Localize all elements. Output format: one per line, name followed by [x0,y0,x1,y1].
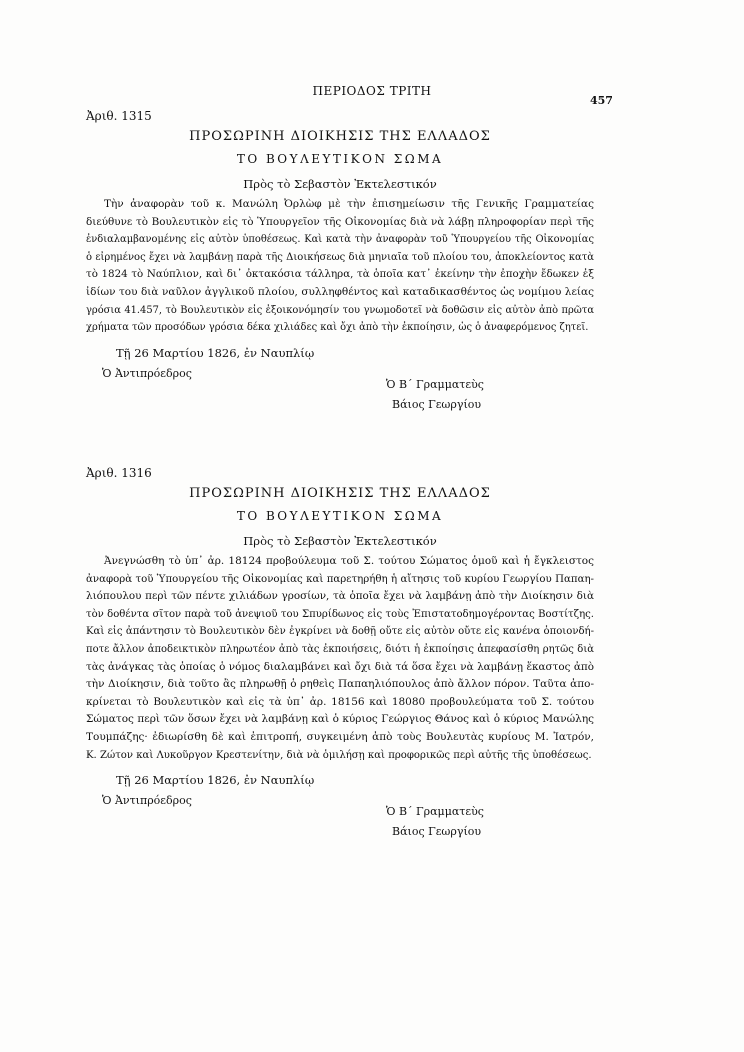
document-date: Τῇ 26 Μαρτίου 1826, ἐν Ναυπλίῳ [116,345,315,360]
body-line: ἰδίων του διὰ ναῦλον ἀγγλικοῦ πλοίου, συλληφθέντος καὶ καταδικασθέντος ὡς νομίμου λείας [86,285,594,298]
signer-secretary [386,375,484,415]
document-number: Ἀριθ. 1316 [86,466,152,480]
body-line: Τουμπάζης· ἐδιωρίσθη δὲ καὶ ἐπιτροπή, συγκειμένη ἀπὸ τοὺς Βουλευτὰς κυρίους Μ. Ἰατρόν, [86,730,594,743]
signatures [86,367,594,413]
document-subtitle: ΤΟ ΒΟΥΛΕΥΤΙΚΟΝ ΣΩΜΑ [236,152,444,166]
document-body [86,553,594,764]
signer-secretary-name: Βάιος Γεωργίου [392,397,482,411]
document-addressee: Πρὸς τὸ Σεβαστὸν Ἐκτελεστικόν [243,534,437,548]
document-addressee: Πρὸς τὸ Σεβαστὸν Ἐκτελεστικόν [243,177,437,191]
signer-secretary-title: Ὁ Β΄ Γραμματεὺς [386,377,484,391]
body-line: χρήματα τῶν προσόδων γρόσια δέκα χιλιάδες καὶ ὄχι ἀπὸ τὴν ἐκποίησιν, ὡς ὁ ἀναφερόμενος ζητεῖ. [86,322,589,334]
body-line: ἀναφορὰ τοῦ Ὑπουργείου τῆς Οἰκονομίας καὶ παρετηρήθη ἡ αἴτησις τοῦ κυρίου Γεωργίου Παπαη- [86,573,594,585]
signer-secretary-name: Βάιος Γεωργίου [392,825,482,839]
document-1316 [86,465,594,840]
signer-vice-president: Ὁ Ἀντιπρόεδρος [102,794,192,808]
body-line: τὰς ἀνάγκας τὰς ὁποίας ὁ νόμος διαλαμβάνει καὶ ὄχι διὰ τά ὅσα ἔχει νὰ λαμβάνῃ ἕκαστος ἀπὸ [86,660,594,673]
page-number: 457 [590,94,613,107]
body-line: Κ. Ζώτον καὶ Λυκοῦργον Κρεστενίτην, διὰ νὰ ὁμιλήσῃ καὶ προφορικῶς περὶ αὐτῆς τῆς ὑποθέσεως. [86,749,592,761]
document-title: ΠΡΟΣΩΡΙΝΗ ΔΙΟΙΚΗΣΙΣ ΤΗΣ ΕΛΛΑΔΟΣ [189,486,491,501]
body-line: λιόπουλου περὶ τῶν πέντε χιλιάδων γροσίων, τὰ ὁποῖα ἔχει νὰ λαμβάνῃ ἀπὸ τὴν Διοίκησιν διὰ [86,590,594,603]
body-line: ἐνδιαλαμβανομένης εἰς αὐτὸν ὑποθέσεως. Καὶ κατὰ τὴν ἀναφορὰν τοῦ Ὑπουργείου τῆς Οἰκονομίας [86,234,594,246]
signatures [86,794,594,840]
running-head: ΠΕΡΙΟΔΟΣ ΤΡΙΤΗ [312,84,432,98]
body-line: τὸν δοθέντα σῖτον παρὰ τοῦ ἀνεψιοῦ του Σπυρίδωνος εἰς τοὺς Ἐπιστατοδημογέροντας Βοστίτζης. [86,608,594,620]
body-line: τὸ 1824 τὸ Ναύπλιον, καὶ δι᾽ ὀκτακόσια τάλληρα, τὰ ὁποῖα κατ᾽ ἐκείνην τὴν ἐποχὴν ἔδωκεν ἐξ [86,268,594,281]
document-date: Τῇ 26 Μαρτίου 1826, ἐν Ναυπλίῳ [116,773,315,788]
body-line: Καὶ εἰς ἀπάντησιν τὸ Βουλευτικὸν δὲν ἐγκρίνει νὰ δοθῇ οὔτε εἰς αὐτὸν οὔτε εἰς κανένα ὁποιονδή- [86,626,594,638]
signer-secretary-title: Ὁ Β΄ Γραμματεὺς [386,805,484,819]
body-line: τὴν Διοίκησιν, διὰ τοῦτο ἂς πληρωθῇ ὁ ρηθεὶς Παπαηλιόπουλος ἀπὸ ἄλλον πόρον. Ταῦτα ἀπο- [86,678,594,691]
document-body [86,196,594,337]
document-number: Ἀριθ. 1315 [86,109,152,123]
body-line: Σώματος περὶ τῶν ὅσων ἔχει νὰ λαμβάνῃ καὶ ὁ κύριος Γεώργιος Θάνος καὶ ὁ κύριος Μανώλης [86,713,594,726]
document-1315 [86,108,594,413]
body-line: ποτε ἄλλον ἀποδεικτικὸν πληρωτέον ἀπὸ τὰς ἐκποιήσεις, διότι ἡ ἐκποίησις ἀπεφασίσθη ρητῶς διὰ [86,643,594,655]
body-line: διεύθυνε τὸ Βουλευτικὸν εἰς τὸ Ὑπουργεῖον τῆς Οἰκονομίας διὰ νὰ λάβῃ πληροφορίαν περὶ τῆς [86,215,594,228]
body-line: κρίνεται τὸ Βουλευτικὸν καὶ εἰς τὰ ὑπ᾽ ἀρ. 18156 καὶ 18080 προβουλεύματα τοῦ Σ. τούτου [86,695,594,708]
body-line: γρόσια 41.457, τὸ Βουλευτικὸν εἰς ἐξοικονόμησίν του γνωμοδοτεῖ νὰ δοθῶσιν εἰς αὐτὸν ἀπὸ πρῶτα [86,304,594,316]
signer-vice-president: Ὁ Ἀντιπρόεδρος [102,366,192,380]
body-line: Ἀνεγνώσθη τὸ ὑπ᾽ ἀρ. 18124 προβούλευμα τοῦ Σ. τούτου Σώματος ὁμοῦ καὶ ἡ ἔγκλειστος [104,555,594,567]
body-line: ὁ εἰρημένος ἔχει νὰ λαμβάνῃ παρὰ τῆς Διοικήσεως διὰ μηνιαῖα τοῦ πλοίου του, ἀποκλείοντος κατὰ [86,251,594,263]
document-title: ΠΡΟΣΩΡΙΝΗ ΔΙΟΙΚΗΣΙΣ ΤΗΣ ΕΛΛΑΔΟΣ [189,129,491,144]
signer-secretary [386,802,484,842]
body-line: Τὴν ἀναφορὰν τοῦ κ. Μανώλη Ὀρλὼφ μὲ τὴν ἐπισημείωσιν τῆς Γενικῆς Γραμματείας [104,198,594,210]
document-subtitle: ΤΟ ΒΟΥΛΕΥΤΙΚΟΝ ΣΩΜΑ [236,509,444,523]
